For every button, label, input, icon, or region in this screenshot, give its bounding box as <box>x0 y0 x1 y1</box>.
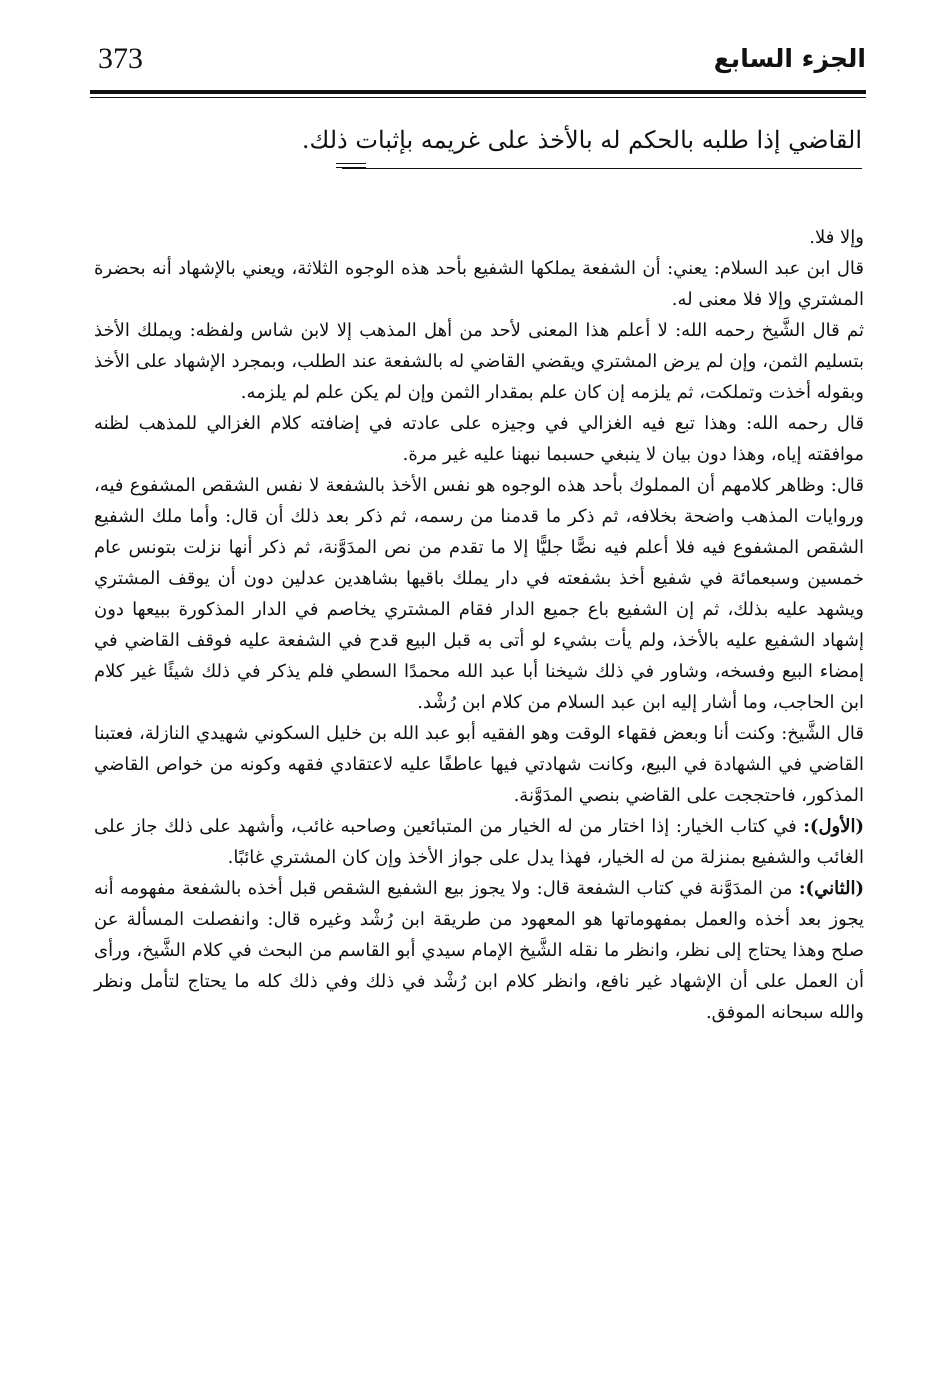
running-title: الجزء السابع <box>713 44 866 73</box>
paragraph-text: ثم قال الشَّيخ رحمه الله: لا أعلم هذا المعنى لأحد من أهل المذهب إلا لابن شاس ولفظه: ويملك الأخذ بتسليم الثمن، وإن لم يرض المشتري ويقضي القاضي له بالشفعة عند الطلب، وبمجرد الإشهاد على الأخذ وبقوله أخذت وتملكت، ثم يلزمه إن كان علم بمقدار الثمن وإن لم يكن علم لم يلزمه. <box>94 320 864 403</box>
footnote-separator-mark <box>336 163 366 171</box>
paragraph-text: قال ابن عبد السلام: يعني: أن الشفعة يملكها الشفيع بأحد هذه الوجوه الثلاثة، ويعني بالإشهاد أنه بحضرة المشتري وإلا فلا معنى له. <box>94 258 864 310</box>
paragraph-text: قال رحمه الله: وهذا تبع فيه الغزالي في وجيزه على عادته في إضافته كلام الغزالي للمذهب لظنه موافقته إياه، وهذا دون بيان لا ينبغي حسبما نبهنا عليه غير مرة. <box>94 413 864 465</box>
paragraph <box>94 315 864 408</box>
body-text <box>94 222 864 1028</box>
page-header <box>90 40 866 92</box>
paragraph <box>94 470 864 718</box>
paragraph-text: من المدَوَّنة في كتاب الشفعة قال: ولا يجوز بيع الشفيع الشقص قبل أخذه بالشفعة مفهومه أنه يجوز بعد أخذه والعمل بمفهوماتها هو المعهود من طريقة ابن رُشْد وغيره قال: وانفصلت المسألة عن صلح وهذا يحتاج إلى نظر، وانظر ما نقله الشَّيخ الإمام سيدي أبو القاسم من البحث في كلام الشَّيخ، ورأى أن العمل على أن الإشهاد غير نافع، وانظر كلام ابن رُشْد في ذلك وفي ذلك كله ما يحتاج لتأمل ونظر والله سبحانه الموفق. <box>94 878 864 1023</box>
paragraph <box>94 811 864 873</box>
paragraph <box>94 718 864 811</box>
paragraph-text: وإلا فلا. <box>809 227 864 248</box>
paragraph-text: في كتاب الخيار: إذا اختار من له الخيار من المتبائعين وصاحبه غائب، وأشهد على ذلك جاز على الغائب والشفيع بمنزلة من له الخيار، فهذا يدل على جواز الأخذ وإن كان المشتري غائبًا. <box>94 816 864 868</box>
paragraph-lead-label: (الأول): <box>803 816 864 837</box>
paragraph <box>94 408 864 470</box>
header-rule-thick <box>90 90 866 94</box>
paragraph-text: قال: وظاهر كلامهم أن المملوك بأحد هذه الوجوه هو نفس الأخذ بالشفعة لا نفس الشقص المشفوع فيه، وروايات المذهب واضحة بخلافه، ثم ذكر ما قدمنا من رسمه، ثم ذكر بعد ذلك أن قال: وأما ملك الشفيع الشقص المشفوع فيه فلا أعلم فيه نصًّا جليًّا إلا ما تقدم من نص المدَوَّنة، ثم ذكر أنها نزلت بتونس عام خمسين وسبعمائة في شفيع أخذ بشفعته في دار يملك باقيها بشاهدين عدلين دون أن يوقف المشتري ويشهد عليه بذلك، ثم إن الشفيع باع جميع الدار فقام المشتري يخاصم في الدار المذكورة ببيعها دون إشهاد الشفيع عليه بالأخذ، ولم يأت بشيء لو أتى به قبل البيع قدح في الشفعة عليه فوقف القاضي في إمضاء البيع وفسخه، وشاور في ذلك شيخنا أبا عبد الله محمدًا السطي فلم يذكر في ذلك شيئًا غير كلام ابن الحاجب، وما أشار إليه ابن عبد السلام من كلام ابن رُشْد. <box>94 475 864 713</box>
paragraph <box>94 873 864 1028</box>
lead-underline <box>342 168 862 169</box>
paragraph <box>94 222 864 253</box>
lead-line: القاضي إذا طلبه بالحكم له بالأخذ على غريمه بإثبات ذلك. <box>301 126 862 154</box>
paragraph-lead-label: (الثاني): <box>798 878 864 899</box>
header-rule-thin <box>90 97 866 98</box>
page-number: 373 <box>98 42 143 75</box>
paragraph-text: قال الشَّيخ: وكنت أنا وبعض فقهاء الوقت وهو الفقيه أبو عبد الله بن خليل السكوني شهيدي النازلة، فعتبنا القاضي في الشهادة في البيع، وكانت شهادتي فيها عاطفًا عليه لاعتقادي فقهه وكونه من خواص القاضي المذكور، فاحتججت على القاضي بنصي المدَوَّنة. <box>94 723 864 806</box>
paragraph <box>94 253 864 315</box>
